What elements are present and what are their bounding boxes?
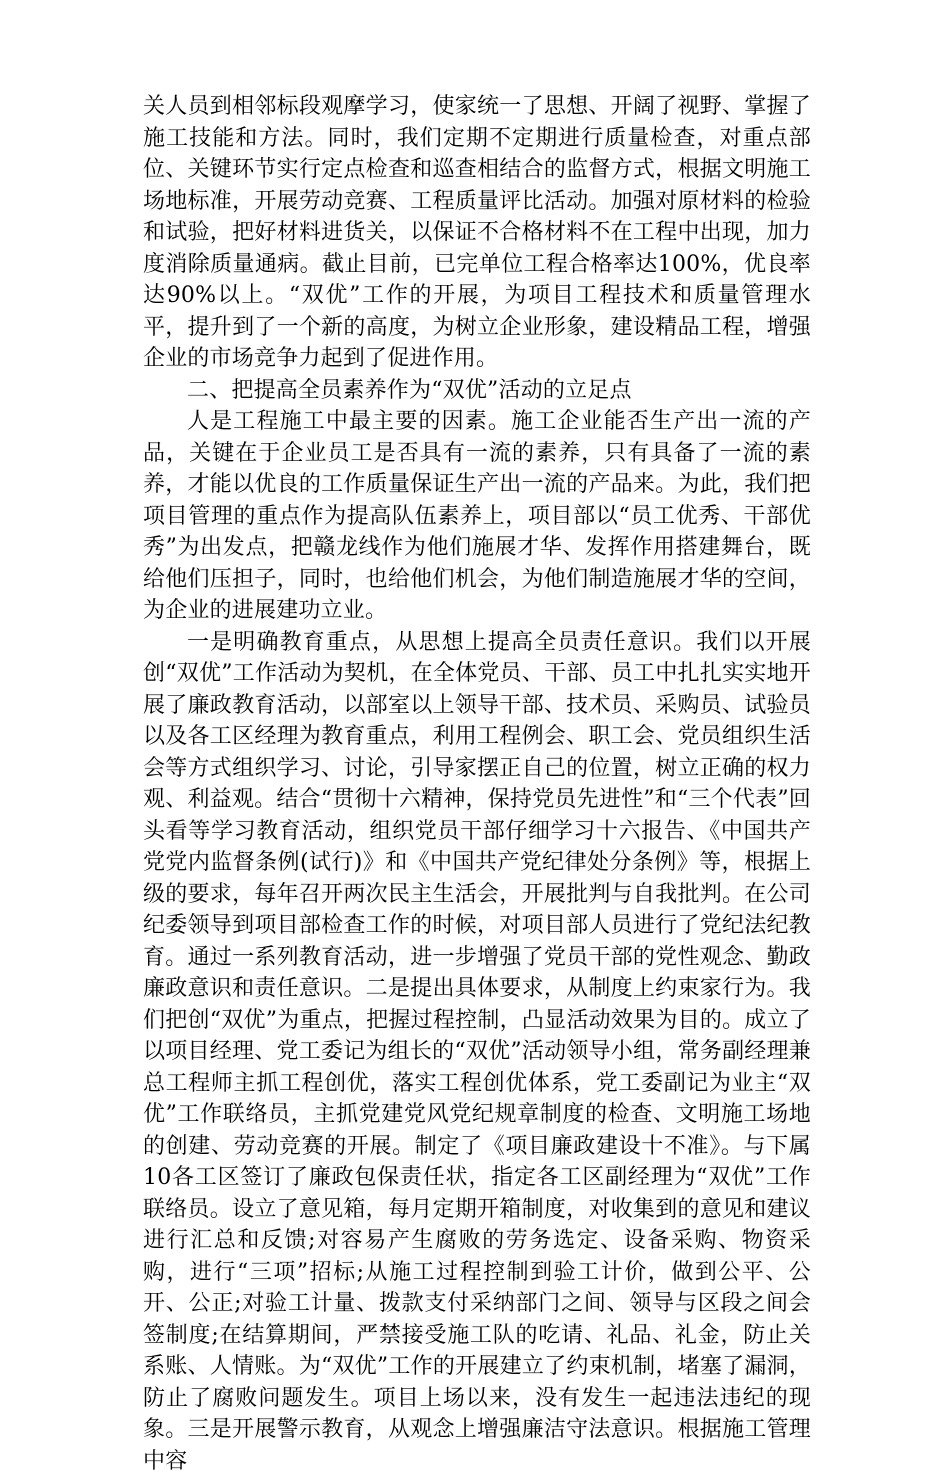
paragraph-quality-management: 关人员到相邻标段观摩学习，使家统一了思想、开阔了视野、掌握了施工技能和方法。同时，我们定期不定期进行质量检查，对重点部位、关键环节实行定点检查和巡查相结合的监督方式，根据文明施工场地标准，开展劳动竞赛、工程质量评比活动。加强对原材料的检验和试验，把好材料进货关，以保证不合格材料不在工程中出现，加力度消除质量通病。截止目前，已完单位工程合格率达100%，优良率达90%以上。“双优”工作的开展，为项目工程技术和质量管理水平，提升到了一个新的高度，为树立企业形象，建设精品工程，增强企业的市场竞争力起到了促进作用。	[143, 91, 811, 375]
paragraph-education-focus: 一是明确教育重点，从思想上提高全员责任意识。我们以开展创“双优”工作活动为契机，在全体党员、干部、员工中扎扎实实地开展了廉政教育活动，以部室以上领导干部、技术员、采购员、试验员以及各工区经理为教育重点，利用工程例会、职工会、党员组织生活会等方式组织学习、讨论，引导家摆正自己的位置，树立正确的权力观、利益观。结合“贯彻十六精神，保持党员先进性”和“三个代表”回头看等学习教育活动，组织党员干部仔细学习十六报告、《中国共产党党内监督条例(试行)》和《中国共产党纪律处分条例》等，根据上级的要求，每年召开两次民主生活会，开展批判与自我批判。在公司纪委领导到项目部检查工作的时候，对项目部人员进行了党纪法纪教育。通过一系列教育活动，进一步增强了党员干部的党性观念、勤政廉政意识和责任意识。二是提出具体要求，从制度上约束家行为。我们把创“双优”为重点，把握过程控制，凸显活动效果为目的。成立了以项目经理、党工委记为组长的“双优”活动领导小组，常务副经理兼总工程师主抓工程创优，落实工程创优体系，党工委副记为业主“双优”工作联络员，主抓党建党风党纪规章制度的检查、文明施工场地的创建、劳动竞赛的开展。制定了《项目廉政建设十不准》。与下属10各工区签订了廉政包保责任状，指定各工区副经理为“双优”工作联络员。设立了意见箱，每月定期开箱制度，对收集到的意见和建议进行汇总和反馈;对容易产生腐败的劳务选定、设备采购、物资采购，进行“三项”招标;从施工过程控制到验工计价，做到公平、公开、公正;对验工计量、拨款支付采纳部门之间、领导与区段之间会签制度;在结算期间，严禁接受施工队的吃请、礼品、礼金，防止关系账、人情账。为“双优”工作的开展建立了约束机制，堵塞了漏洞，防止了腐败问题发生。项目上场以来，没有发生一起违法违纪的现象。三是开展警示教育，从观念上增强廉洁守法意识。根据施工管理中容	[143, 627, 811, 1477]
document-body	[143, 91, 811, 1477]
section-heading-staff-quality: 二、把提高全员素养作为“双优”活动的立足点	[143, 375, 811, 407]
paragraph-people-factor: 人是工程施工中最主要的因素。施工企业能否生产出一流的产品，关键在于企业员工是否具有一流的素养，只有具备了一流的素养，才能以优良的工作质量保证生产出一流的产品来。为此，我们把项目管理的重点作为提高队伍素养上，项目部以“员工优秀、干部优秀”为出发点，把赣龙线作为他们施展才华、发挥作用搭建舞台，既给他们压担子，同时，也给他们机会，为他们制造施展才华的空间，为企业的进展建功立业。	[143, 406, 811, 627]
